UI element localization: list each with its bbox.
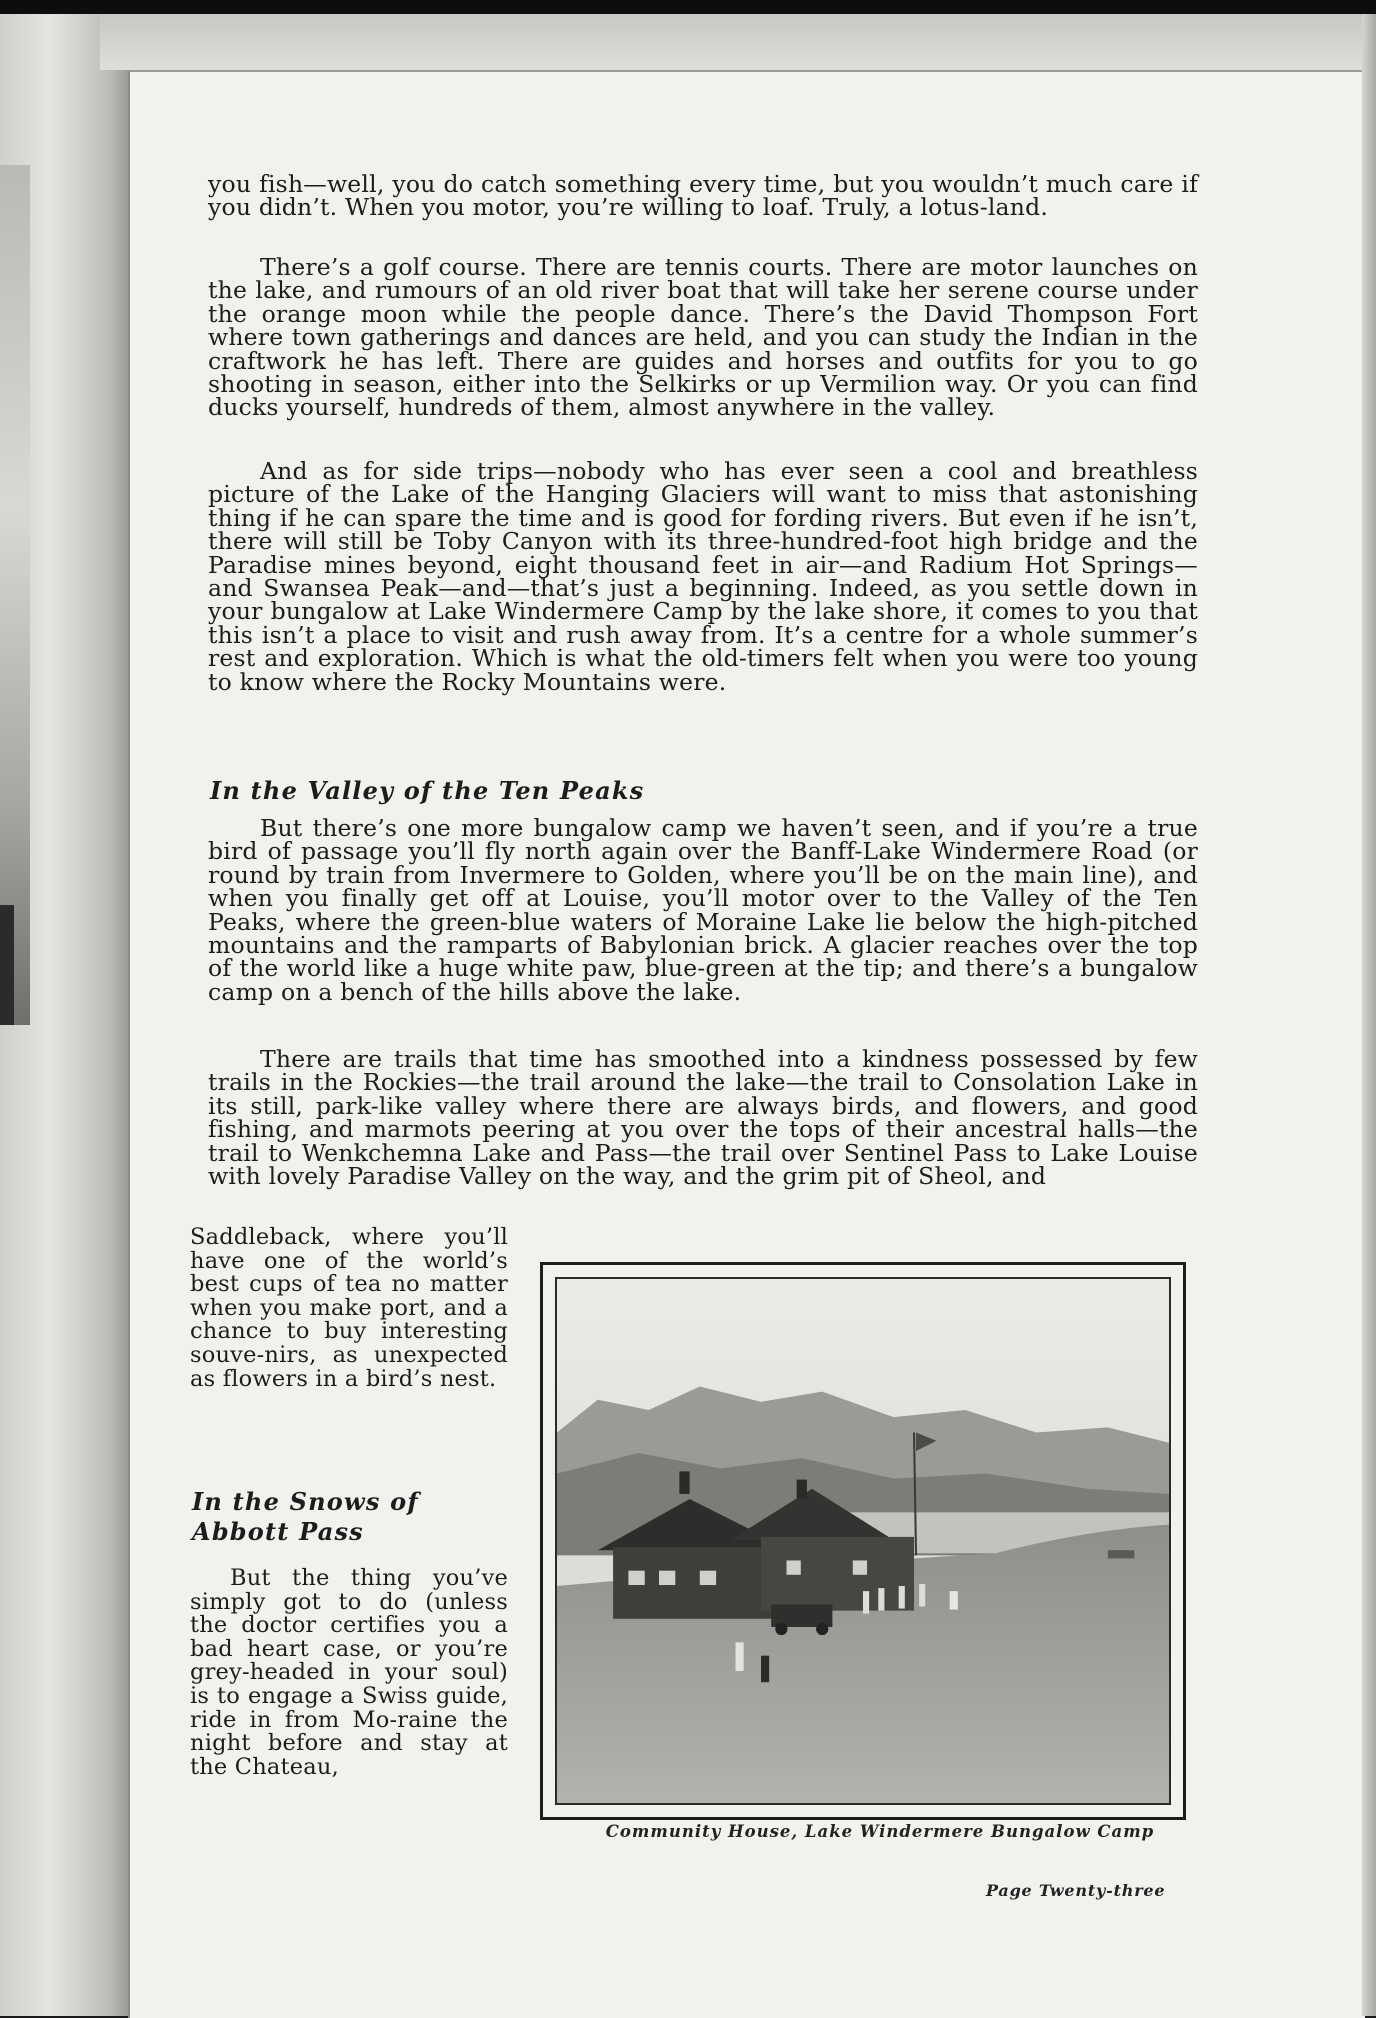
facing-page-sliver	[0, 165, 30, 1025]
top-page-edge	[100, 14, 1376, 70]
page-number: Page Twenty-three	[986, 1881, 1166, 1900]
photo-frame	[540, 1262, 1186, 1820]
heading-valley-of-ten-peaks: In the Valley of the Ten Peaks	[210, 776, 645, 805]
right-page-edge	[1362, 14, 1376, 2016]
paragraph-bungalow-camp: But there’s one more bungalow camp we haven’t seen, and if you’re a true bird of passage you’ll fly north again over the Banff-Lake Windermere Road (or round by train from Invermere to Golden, where you’ll be on the main line), and when you finally get off at Louise, you’ll motor over to the Valley of the Ten Peaks, where the green-blue waters of Moraine Lake lie below the high-pitched mountains and the ramparts of Babylonian brick. A glacier reaches over the top of the world like a huge white paw, blue-green at the tip; and there’s a bungalow camp on a bench of the hills above the lake.	[208, 814, 1198, 1006]
paragraph-golf-course: There’s a golf course. There are tennis courts. There are motor launches on the lake, and rumours of an old river boat that will take her serene course under the orange moon while the people dance. There’s the David Thompson Fort where town gatherings and dances are held, and you can study the Indian in the craftwork he has left. There are guides and horses and outfits for you to go shooting in season, either into the Selkirks or up Vermilion way. Or you can find ducks yourself, hundreds of them, almost anywhere in the valley.	[208, 253, 1198, 422]
paragraph-swiss-guide: But the thing you’ve simply got to do (unless the doctor certifies you a bad heart case, or you’re grey-headed in your soul) is to engage a Swiss guide, ride in from Mo-raine the night before and stay at the Chateau,	[190, 1565, 508, 1780]
paragraph-saddleback: Saddleback, where you’ll have one of the world’s best cups of tea no matter when you make port, and a chance to buy interesting souve-nirs, as unexpected as flowers in a bird’s nest.	[190, 1224, 508, 1392]
paragraph-trails: There are trails that time has smoothed into a kindness possessed by few trails in the Rockies—the trail around the lake—the trail to Consolation Lake in its still, park-like valley where there are always birds, and flowers, and good fishing, and marmots peering at you over the tops of their ancestral halls—the trail to Wenkchemna Lake and Pass—the trail over Sentinel Pass to Lake Louise with lovely Paradise Valley on the way, and the grim pit of Sheol, and	[208, 1045, 1198, 1191]
facing-page-dark-mark	[0, 905, 14, 1025]
community-house-photo	[557, 1279, 1169, 1803]
photo-caption: Community House, Lake Windermere Bungalow Camp	[605, 1822, 1155, 1841]
top-dark-band	[0, 0, 1376, 14]
paragraph-side-trips: And as for side trips—nobody who has ever seen a cool and breathless picture of the Lake of the Hanging Glaciers will want to miss that astonishing thing if he can spare the time and is good for fording rivers. But even if he isn’t, there will still be Toby Canyon with its three-hundred-foot high bridge and the Paradise mines beyond, eight thousand feet in air—and Radium Hot Springs—and Swansea Peak—and—that’s just a beginning. Indeed, as you settle down in your bungalow at Lake Windermere Camp by the lake shore, it comes to you that this isn’t a place to visit and rush away from. It’s a centre for a whole summer’s rest and exploration. Which is what the old-timers felt when you were too young to know where the Rocky Mountains were.	[208, 457, 1198, 696]
paragraph-lotus-land: you fish—well, you do catch something every time, but you wouldn’t much care if you didn’t. When you motor, you’re willing to loaf. Truly, a lotus-land.	[208, 170, 1198, 222]
community-house-photo-illustration	[557, 1279, 1169, 1803]
heading-snows-of-abbott-pass: In the Snows of Abbott Pass	[192, 1487, 419, 1546]
